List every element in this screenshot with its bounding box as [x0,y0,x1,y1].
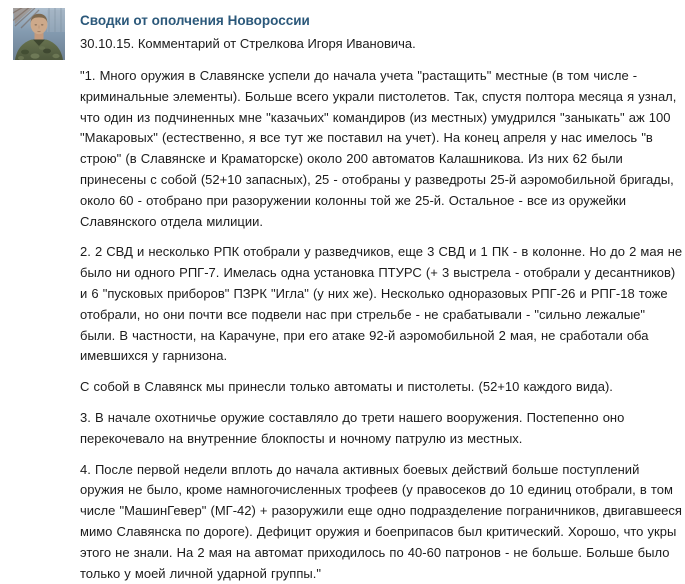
paragraph-5: 4. После первой недели вплоть до начала активных боевых действий больше поступлений оружия не было, кроме намногочисленных трофеев (у правосеков до 10 единиц отобрали, в том числе "МашинГевер" (МГ-42) + разоружили еще одно подразделение пограничников, двигавшееся мимо Славянска по дороге). Дефицит оружия и боеприпасов был критический. Хорошо, что укры этого не знали. На 2 мая на автомат приходилось по 40-60 патронов - не больше. Больше было только у моей личной ударной группы." [80,461,682,581]
paragraph-1: "1. Много оружия в Славянске успели до начала учета "растащить" местные (в том числе - криминальные элементы). Больше всего украли пистолетов. Так, спустя полтора месяца я узнал, что один из подчиненных мне "казачьих" командиров (из местных) умудрился "заныкать" аж 100 "Макаровых" (естественно, я все тут же поставил на учет). На конец апреля у нас имелось "в строю" (в Славянске и Краматорске) около 200 автоматов Калашникова. Из них 62 были принесены с собой (52+10 запасных), 25 - отобраны у разведроты 25-й аэромобильной бригады, около 60 - отобрано при разоружении колонны той же 25-й. Остальное - все из оружейки Славянского отдела милиции. [80,68,677,229]
author-name-link[interactable]: Сводки от ополчения Новороссии [80,13,310,28]
post-content [80,12,684,584]
post-date-line: 30.10.15. Комментарий от Стрелкова Игоря Ивановича. [80,36,416,51]
paragraph-2: 2. 2 СВД и несколько РПК отобрали у разведчиков, еще 3 СВД и 1 ПК - в колонне. Но до 2 мая не было ни одного РПГ-7. Имелась одна установка ПТУРС (+ 3 выстрела - отобрали у десантников) и 6 "пусковых приборов" ПЗРК "Игла" (у них же). Несколько одноразовых РПГ-26 и РПГ-18 тоже отобрали, но они почти все подвели нас при стрельбе - не срабатывали - "сильно лежалые" были. В частности, на Карачуне, при его атаке 92-й аэромобильной 2 мая, не сработали оба имевшихся у гарнизона. [80,244,683,364]
paragraph-4: 3. В начале охотничье оружие составляло до трети нашего вооружения. Постепенно оно перекочевало на внутренние блокпосты и ночному патрулю из местных. [80,409,625,446]
author-avatar[interactable] [13,8,65,60]
post-text [80,66,684,584]
paragraph-3: С собой в Славянск мы принесли только автоматы и пистолеты. (52+10 каждого вида). [80,379,613,395]
soldier-portrait-icon [13,8,65,60]
